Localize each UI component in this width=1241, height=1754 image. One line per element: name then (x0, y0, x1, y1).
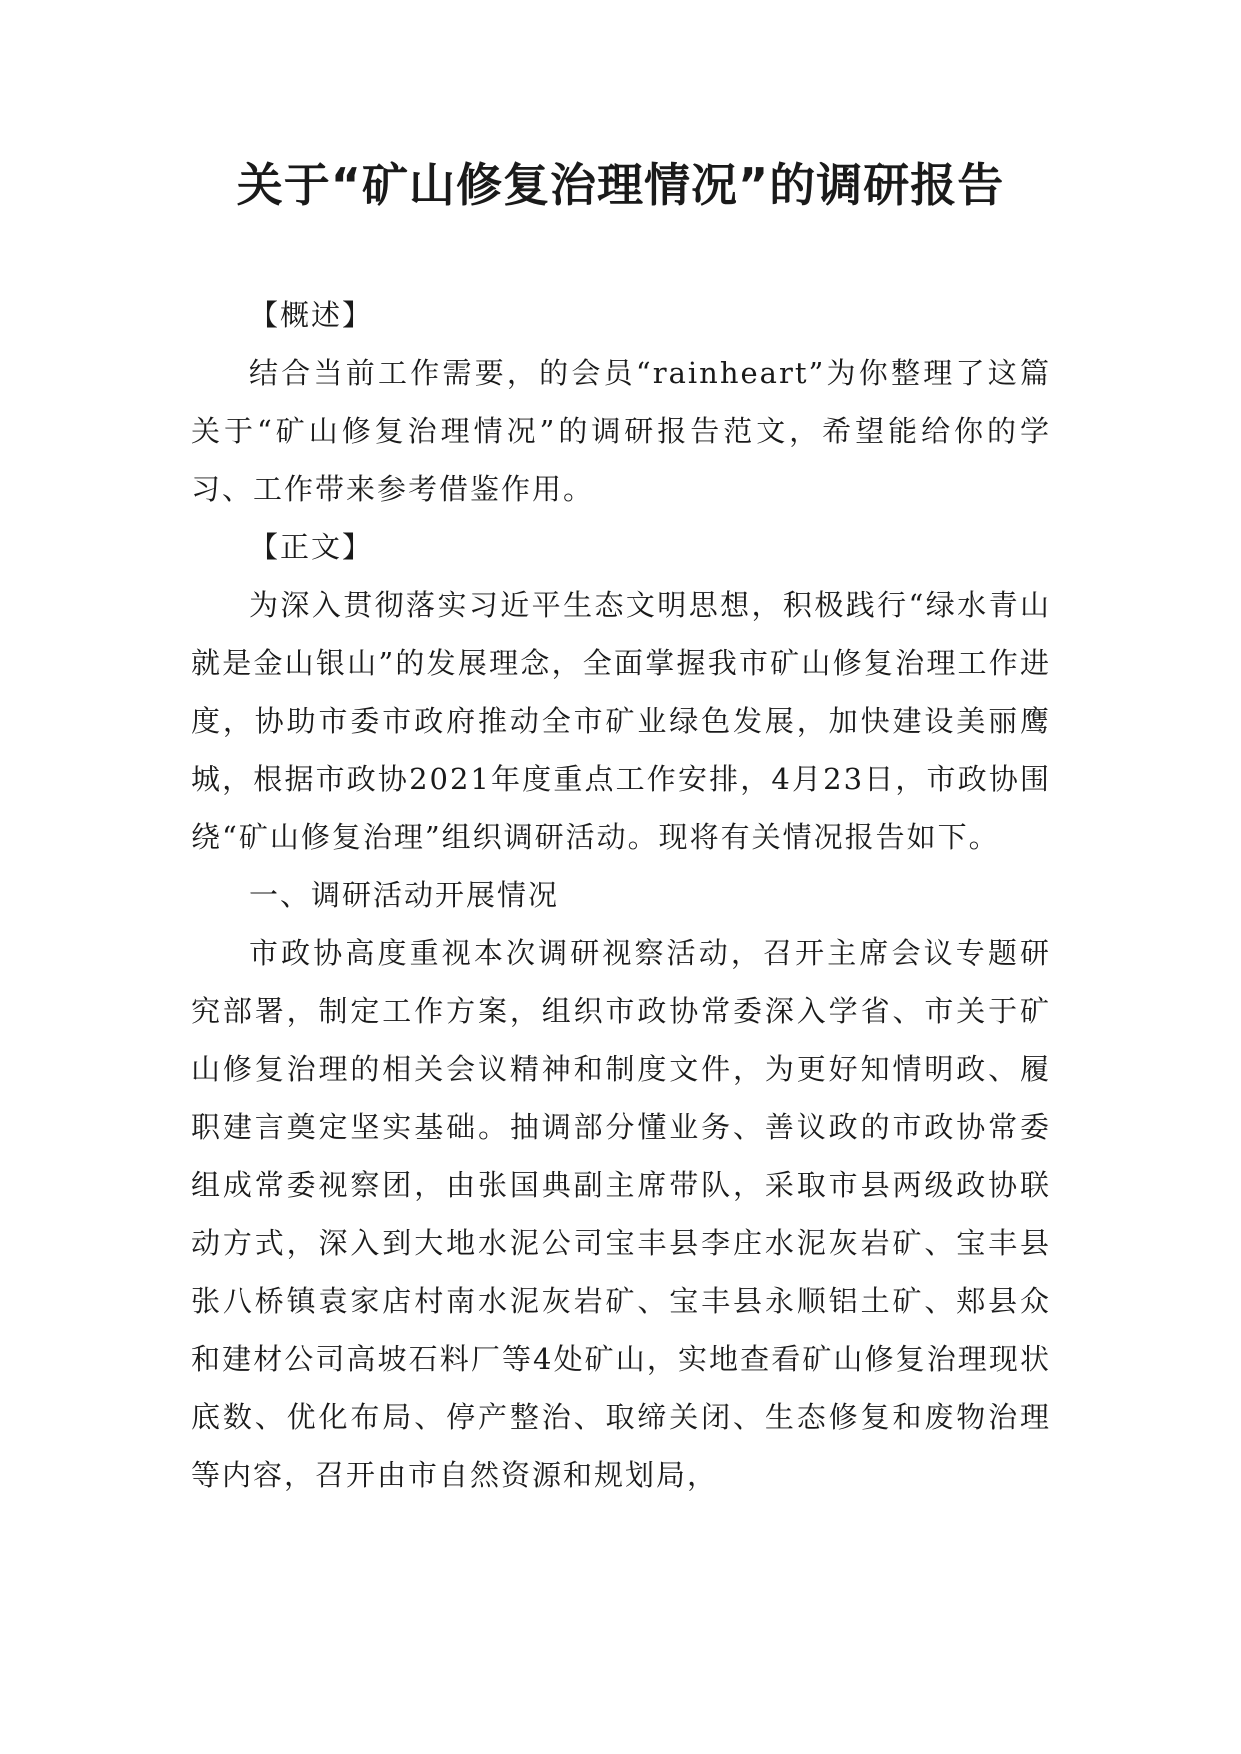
document-body (191, 286, 1051, 1504)
overview-paragraph: 结合当前工作需要，的会员“rainheart”为你整理了这篇关于“矿山修复治理情况”的调研报告范文，希望能给你的学习、工作带来参考借鉴作用。 (191, 356, 1051, 506)
section-heading-main-text: 【正文】 (249, 530, 374, 564)
survey-activities-paragraph: 市政协高度重视本次调研视察活动，召开主席会议专题研究部署，制定工作方案，组织市政协常委深入学省、市关于矿山修复治理的相关会议精神和制度文件，为更好知情明政、履职建言奠定坚实基础。抽调部分懂业务、善议政的市政协常委组成常委视察团，由张国典副主席带队，采取市县两级政协联动方式，深入到大地水泥公司宝丰县李庄水泥灰岩矿、宝丰县张八桥镇袁家店村南水泥灰岩矿、宝丰县永顺铝土矿、郏县众和建材公司高坡石料厂等4处矿山，实地查看矿山修复治理现状底数、优化布局、停产整治、取缔关闭、生态修复和废物治理等内容，召开由市自然资源和规划局， (191, 936, 1051, 1492)
section-heading-overview: 【概述】 (249, 298, 374, 332)
intro-paragraph: 为深入贯彻落实习近平生态文明思想，积极践行“绿水青山就是金山银山”的发展理念，全面掌握我市矿山修复治理工作进度，协助市委市政府推动全市矿业绿色发展，加快建设美丽鹰城，根据市政协2021年度重点工作安排，4月23日，市政协围绕“矿山修复治理”组织调研活动。现将有关情况报告如下。 (191, 588, 1051, 854)
document-title: 关于“矿山修复治理情况”的调研报告 (236, 158, 1005, 212)
subheading-survey-activities: 一、调研活动开展情况 (249, 878, 560, 912)
